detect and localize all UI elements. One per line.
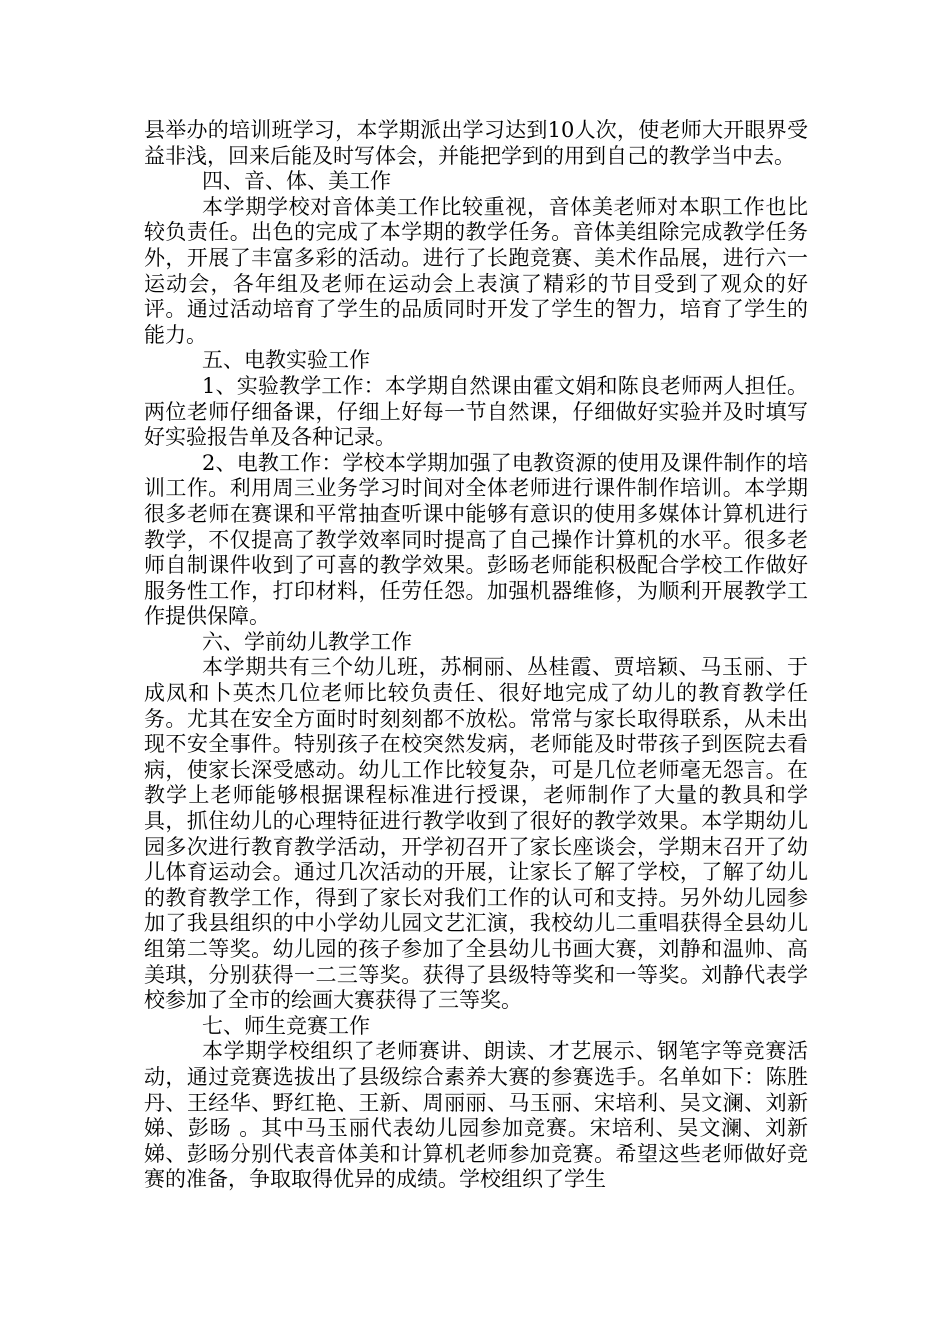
document-page — [144, 118, 808, 1193]
section-heading-music-pe-art: 四、音、体、美工作 — [202, 169, 391, 194]
section-heading-competition: 七、师生竞赛工作 — [202, 1013, 370, 1038]
paragraph-preschool: 本学期共有三个幼儿班，苏桐丽、丛桂霞、贾培颖、马玉丽、于成凤和卜英杰几位老师比较负责任、很好地完成了幼儿的教育教学任务。尤其在安全方面时时刻刻都不放松。常常与家长取得联系，从未出现不安全事件。特别孩子在校突然发病，老师能及时带孩子到医院去看病，使家长深受感动。幼儿工作比较复杂，可是几位老师毫无怨言。在教学上老师能够根据课程标准进行授课，老师制作了大量的教具和学具，抓住幼儿的心理特征进行教学收到了很好的教学效果。本学期幼儿园多次进行教育教学活动，开学初召开了家长座谈会，学期末召开了幼儿体育运动会。通过几次活动的开展，让家长了解了学校，了解了幼儿的教育教学工作，得到了家长对我们工作的认可和支持。另外幼儿园参加了我县组织的中小学幼儿园文艺汇演，我校幼儿二重唱获得全县幼儿组第二等奖。幼儿园的孩子参加了全县幼儿书画大赛，刘静和温帅、高美琪，分别获得一二三等奖。获得了县级特等奖和一等奖。刘静代表学校参加了全市的绘画大赛获得了三等奖。 — [144, 655, 808, 1013]
paragraph-experiment-teaching: 1、实验教学工作：本学期自然课由霍文娟和陈良老师两人担任。两位老师仔细备课，仔细上好每一节自然课，仔细做好实验并及时填写好实验报告单及各种记录。 — [144, 373, 808, 450]
section-heading-preschool: 六、学前幼儿教学工作 — [202, 629, 412, 654]
paragraph-competition: 本学期学校组织了老师赛讲、朗读、才艺展示、钢笔字等竞赛活动，通过竞赛选拔出了县级综合素养大赛的参赛选手。名单如下：陈胜丹、王经华、野红艳、王新、周丽丽、马玉丽、宋培利、吴文澜、刘新娣、彭旸 。其中马玉丽代表幼儿园参加竞赛。宋培利、吴文澜、刘新娣、彭旸分别代表音体美和计算机老师参加竞赛。希望这些老师做好竞赛的准备，争取取得优异的成绩。学校组织了学生 — [144, 1039, 808, 1192]
section-heading-av-experiment: 五、电教实验工作 — [202, 348, 370, 373]
paragraph-continuation: 县举办的培训班学习，本学期派出学习达到10人次，使老师大开眼界受益非浅，回来后能及时写体会，并能把学到的用到自己的教学当中去。 — [144, 118, 808, 168]
paragraph-av-work: 2、电教工作：学校本学期加强了电教资源的使用及课件制作的培训工作。利用周三业务学习时间对全体老师进行课件制作培训。本学期很多老师在赛课和平常抽查听课中能够有意识的使用多媒体计算机进行教学，不仅提高了教学效率同时提高了自己操作计算机的水平。很多老师自制课件收到了可喜的教学效果。彭旸老师能积极配合学校工作做好服务性工作，打印材料，任劳任怨。加强机器维修，为顺利开展教学工作提供保障。 — [144, 450, 808, 629]
paragraph-music-pe-art: 本学期学校对音体美工作比较重视，音体美老师对本职工作也比较负责任。出色的完成了本学期的教学任务。音体美组除完成教学任务外，开展了丰富多彩的活动。进行了长跑竞赛、美术作品展，进行六一运动会，各年组及老师在运动会上表演了精彩的节目受到了观众的好评。通过活动培育了学生的品质同时开发了学生的智力，培育了学生的能力。 — [144, 194, 808, 347]
